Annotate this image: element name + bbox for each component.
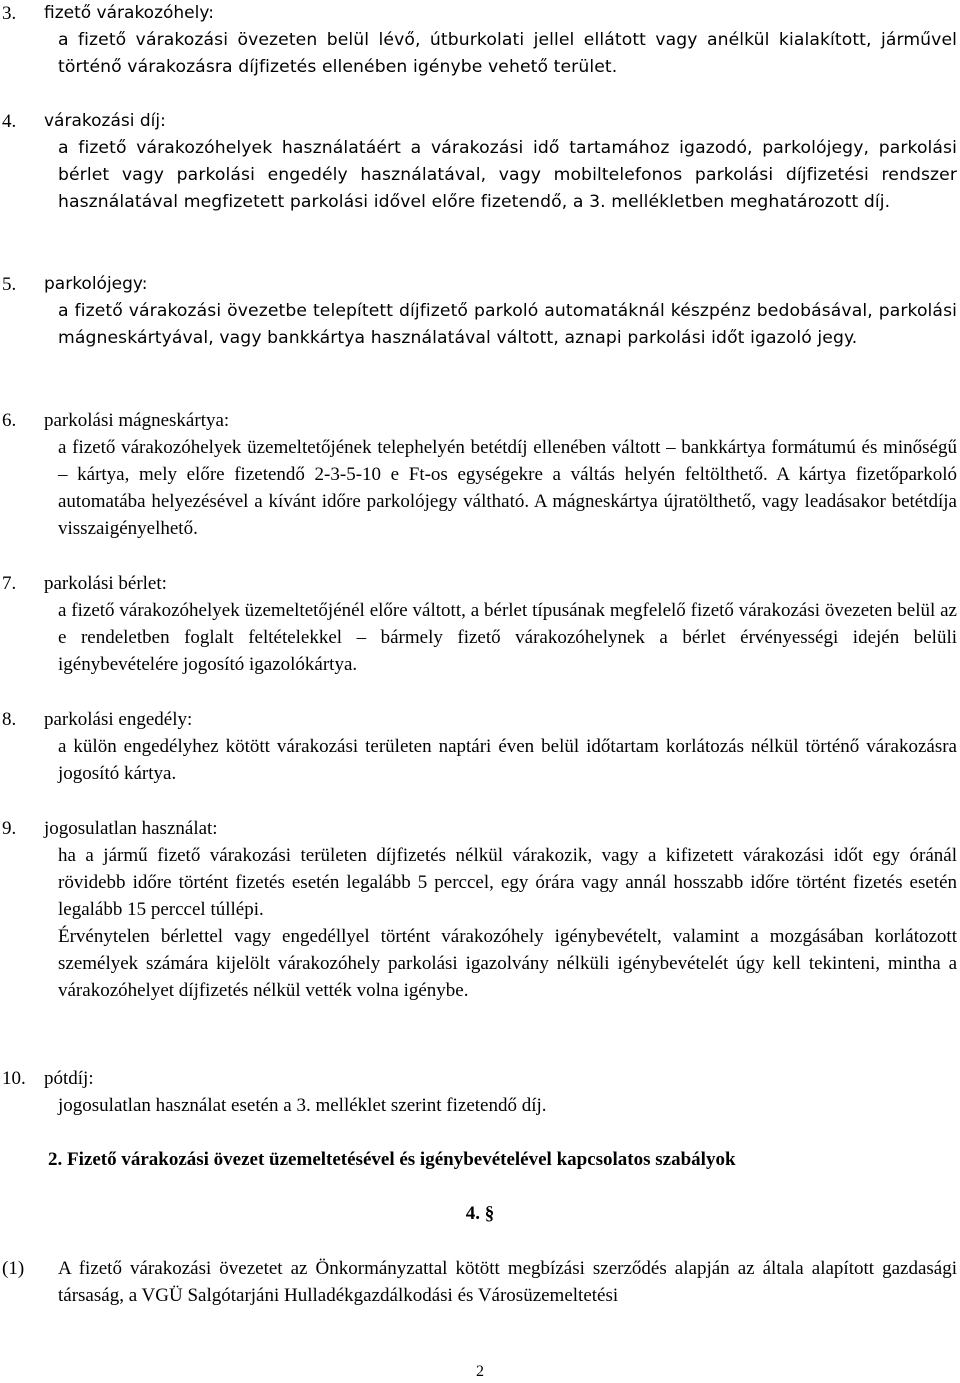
subsection-body: A fizető várakozási övezetet az Önkormányzattal kötött megbízási szerződés alapján az általa alapított gazdasági társaság, a VGÜ Salgótarjáni Hulladékgazdálkodási és Városüzemeltetési	[58, 1258, 957, 1306]
item-heading: pótdíj:	[44, 1068, 94, 1089]
subsection-number: (1)	[2, 1258, 25, 1279]
item-body: a külön engedélyhez kötött várakozási területen naptári éven belül időtartam korlátozás nélkül történő várakozásra jogosító kártya.	[58, 736, 957, 784]
item-body: a fizető várakozóhelyek üzemeltetőjénél előre váltott, a bérlet típusának megfelelő fizető várakozási övezeten belül az e rendeletben foglalt feltételekkel – bármely fizető várakozóhelynek a bérlet érvényességi idején belüli igénybevételére jogosító igazolókártya.	[58, 600, 957, 675]
item-heading: fizető várakozóhely:	[44, 3, 214, 23]
item-body: a fizető várakozási övezeten belül lévő, útburkolati jellel ellátott vagy anélkül kialakított, járművel történő várakozásra díjfizetés ellenében igénybe vehető terület.	[58, 30, 957, 77]
item-heading: parkolási engedély:	[44, 709, 193, 730]
item-number: 9.	[2, 818, 17, 839]
item-heading: parkolási mágneskártya:	[44, 410, 230, 431]
section-title: 2. Fizető várakozási övezet üzemeltetésével és igénybevételével kapcsolatos szabályok	[48, 1149, 736, 1170]
item-body-continuation: Érvénytelen bérlettel vagy engedéllyel történt várakozóhely igénybevételt, valamint a mozgásában korlátozott személyek számára kijelölt várakozóhely parkolási igazolvány nélküli igénybevételét úgy kell tekinteni, mintha a várakozóhelyet díjfizetés nélkül vették volna igénybe.	[58, 926, 957, 1001]
item-heading: parkolási bérlet:	[44, 573, 167, 594]
item-number: 3.	[2, 3, 17, 24]
item-heading: jogosulatlan használat:	[44, 818, 218, 839]
item-number: 8.	[2, 709, 17, 730]
item-body: jogosulatlan használat esetén a 3. melléklet szerint fizetendő díj.	[58, 1095, 547, 1116]
item-number: 5.	[2, 274, 17, 295]
item-heading: várakozási díj:	[44, 111, 166, 131]
item-heading: parkolójegy:	[44, 274, 148, 294]
item-body: a fizető várakozási övezetbe telepített díjfizető parkoló automatáknál készpénz bedobásával, parkolási mágneskártyával, vagy bankkártya használatával váltott, aznapi parkolási időt igazoló jegy.	[58, 301, 957, 348]
page-number: 2	[476, 1363, 484, 1380]
item-body: ha a jármű fizető várakozási területen díjfizetés nélkül várakozik, vagy a kifizetett várakozási időt egy óránál rövidebb időre történt fizetés esetén legalább 5 perccel, egy órára vagy annál hosszabb időre történt fizetés esetén legalább 15 perccel túllépi.	[58, 845, 957, 920]
item-number: 4.	[2, 111, 17, 132]
item-number: 6.	[2, 410, 17, 431]
item-number: 10.	[2, 1068, 26, 1089]
paragraph-mark: 4. §	[465, 1203, 495, 1224]
item-body: a fizető várakozóhelyek használatáért a várakozási idő tartamához igazodó, parkolójegy, parkolási bérlet vagy parkolási engedély használatával, vagy mobiltelefonos parkolási díjfizetési rendszer használatával megfizetett parkolási idővel előre fizetendő, a 3. mellékletben meghatározott díj.	[58, 138, 957, 212]
item-number: 7.	[2, 573, 17, 594]
item-body: a fizető várakozóhelyek üzemeltetőjének telephelyén betétdíj ellenében váltott – bankkártya formátumú és minőségű – kártya, mely előre fizetendő 2-3-5-10 e Ft-os egységekre a váltás helyén feltölthető. A kártya fizetőparkoló automatába helyezésével a kívánt időre parkolójegy váltható. A mágneskártya újratölthető, vagy leadásakor betétdíja visszaigényelhető.	[58, 437, 957, 539]
